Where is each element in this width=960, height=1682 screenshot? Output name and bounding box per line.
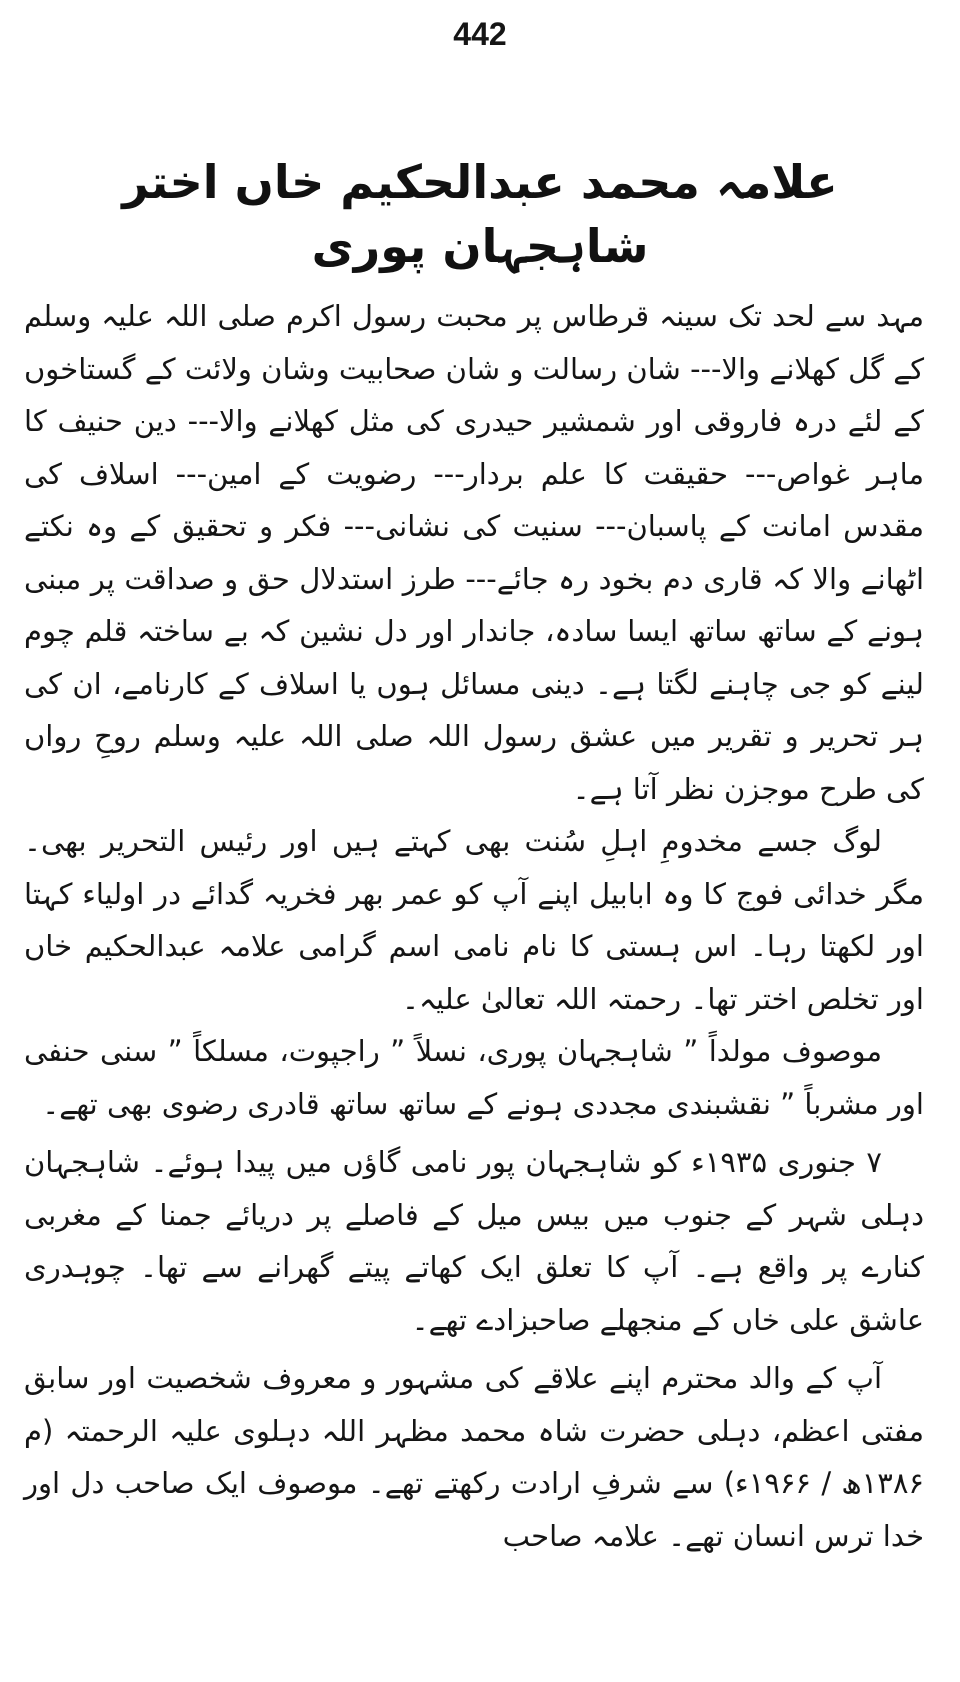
paragraph: آپ کے والد محترم اپنے علاقے کی مشہور و معروف شخصیت اور سابق مفتی اعظم، دہلی حضرت شاہ محمد مظہر اللہ دہلوی علیہ الرحمتہ (م ۱۳۸۶ھ / ۱۹۶۶ء) سے شرفِ ارادت رکھتے تھے۔ موصوف ایک صاحب دل اور خدا ترس انسان تھے۔ علامہ صاحب xyxy=(24,1361,924,1553)
page-title: علامہ محمد عبدالحکیم خاں اختر شاہجہان پوری xyxy=(122,155,838,273)
paragraph: موصوف مولداً ” شاہجہان پوری، نسلاً ” راجپوت، مسلکاً ” سنی حنفی اور مشرباً ” نقشبندی مجددی ہونے کے ساتھ ساتھ قادری رضوی بھی تھے۔ xyxy=(24,1034,924,1121)
paragraph: مہد سے لحد تک سینہ قرطاس پر محبت رسول اکرم صلی اللہ علیہ وسلم کے گل کھلانے والا--- شان رسالت و شان صحابیت وشان ولائت کے گستاخوں کے لئے درہ فاروقی اور شمشیر حیدری کی مثل کھلانے والا--- دین حنیف کا ماہر غواص--- حقیقت کا علم بردار--- رضویت کے امین--- اسلاف کی مقدس امانت کے پاسبان--- سنیت کی نشانی--- فکر و تحقیق کے وہ نکتے اٹھانے والا کہ قاری دم بخود رہ جائے--- طرز استدلال حق و صداقت پر مبنی ہونے کے ساتھ ساتھ ایسا سادہ، جاندار اور دل نشین کہ بے ساختہ قلم چوم لینے کو جی چاہنے لگتا ہے۔ دینی مسائل ہوں یا اسلاف کے کارنامے، ان کی ہر تحریر و تقریر میں عشق رسول اللہ صلی اللہ علیہ وسلم روحِ رواں کی طرح موجزن نظر آتا ہے۔ xyxy=(24,299,924,806)
body-text xyxy=(24,290,924,1562)
paragraph: لوگ جسے مخدومِ اہلِ سُنت بھی کہتے ہیں اور رئیس التحریر بھی۔ مگر خدائی فوج کا وہ ابابیل اپنے آپ کو عمر بھر فخریہ گدائے در اولیاء کہتا اور لکھتا رہا۔ اس ہستی کا نام نامی اسم گرامی علامہ عبدالحکیم خاں اور تخلص اختر تھا۔ رحمتہ اللہ تعالیٰ علیہ۔ xyxy=(24,824,924,1016)
paragraph: ۷ جنوری ۱۹۳۵ء کو شاہجہان پور نامی گاؤں میں پیدا ہوئے۔ شاہجہان دہلی شہر کے جنوب میں بیس میل کے فاصلے پر دریائے جمنا کے مغربی کنارے پر واقع ہے۔ آپ کا تعلق ایک کھاتے پیتے گھرانے سے تھا۔ چوہدری عاشق علی خاں کے منجھلے صاحبزادے تھے۔ xyxy=(24,1145,924,1337)
page-number: 442 xyxy=(453,16,507,52)
